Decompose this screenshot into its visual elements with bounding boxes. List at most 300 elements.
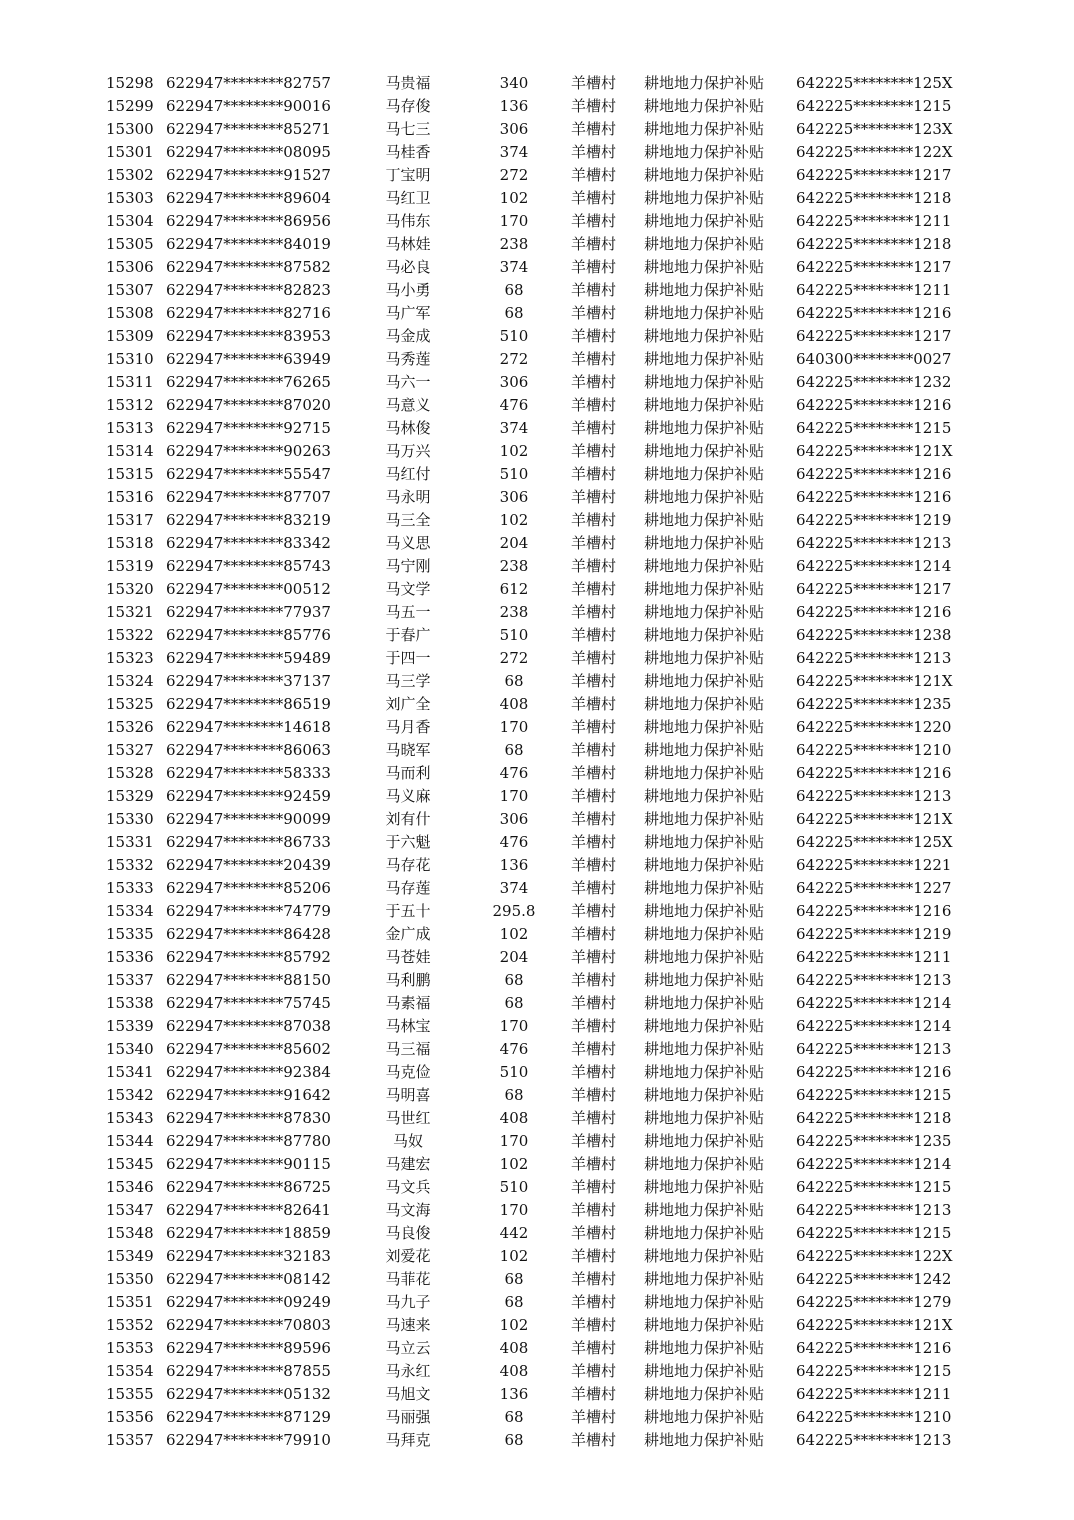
row-number: 15333 [106, 879, 154, 897]
account-number: 622947********89596 [166, 1339, 331, 1357]
table-row [0, 578, 1074, 601]
account-number: 622947********90263 [166, 442, 331, 460]
id-number: 642225********125X [796, 74, 953, 92]
account-number: 622947********85743 [166, 557, 331, 575]
subsidy-type: 耕地地力保护补贴 [644, 1385, 765, 1403]
table-row [0, 509, 1074, 532]
village: 羊槽村 [571, 1316, 617, 1334]
amount: 510 [499, 1178, 529, 1196]
subsidy-type: 耕地地力保护补贴 [644, 925, 765, 943]
person-name: 马宁刚 [385, 557, 431, 575]
row-number: 15299 [106, 97, 154, 115]
person-name: 丁宝明 [385, 166, 431, 184]
id-number: 642225********1216 [796, 396, 952, 414]
row-number: 15343 [106, 1109, 154, 1127]
table-row [0, 670, 1074, 693]
id-number: 642225********1215 [796, 1086, 952, 1104]
village: 羊槽村 [571, 649, 617, 667]
village: 羊槽村 [571, 603, 617, 621]
account-number: 622947********05132 [166, 1385, 331, 1403]
village: 羊槽村 [571, 810, 617, 828]
id-number: 642225********1210 [796, 741, 952, 759]
subsidy-type: 耕地地力保护补贴 [644, 1408, 765, 1426]
table-row [0, 486, 1074, 509]
person-name: 马速来 [385, 1316, 431, 1334]
account-number: 622947********84019 [166, 235, 331, 253]
subsidy-type: 耕地地力保护补贴 [644, 304, 765, 322]
village: 羊槽村 [571, 1431, 617, 1449]
person-name: 马良俊 [385, 1224, 431, 1242]
account-number: 622947********18859 [166, 1224, 331, 1242]
village: 羊槽村 [571, 488, 617, 506]
table-row [0, 1314, 1074, 1337]
person-name: 马存莲 [385, 879, 431, 897]
account-number: 622947********85776 [166, 626, 331, 644]
table-row [0, 164, 1074, 187]
account-number: 622947********90099 [166, 810, 331, 828]
row-number: 15348 [106, 1224, 154, 1242]
id-number: 642225********1235 [796, 1132, 952, 1150]
id-number: 642225********1211 [796, 1385, 952, 1403]
id-number: 642225********1214 [796, 557, 952, 575]
table-row [0, 1337, 1074, 1360]
account-number: 622947********87855 [166, 1362, 331, 1380]
subsidy-type: 耕地地力保护补贴 [644, 166, 765, 184]
id-number: 642225********1213 [796, 534, 952, 552]
amount: 204 [499, 534, 529, 552]
amount: 136 [499, 856, 529, 874]
amount: 340 [499, 74, 529, 92]
amount: 476 [499, 1040, 529, 1058]
person-name: 马小勇 [385, 281, 431, 299]
row-number: 15334 [106, 902, 154, 920]
id-number: 642225********1217 [796, 580, 952, 598]
table-row [0, 1291, 1074, 1314]
person-name: 于春广 [385, 626, 431, 644]
subsidy-type: 耕地地力保护补贴 [644, 672, 765, 690]
id-number: 642225********1213 [796, 1431, 952, 1449]
account-number: 622947********74779 [166, 902, 331, 920]
subsidy-type: 耕地地力保护补贴 [644, 603, 765, 621]
subsidy-type: 耕地地力保护补贴 [644, 1293, 765, 1311]
subsidy-type: 耕地地力保护补贴 [644, 948, 765, 966]
table-row [0, 601, 1074, 624]
id-number: 642225********1214 [796, 1155, 952, 1173]
id-number: 642225********1213 [796, 1201, 952, 1219]
village: 羊槽村 [571, 557, 617, 575]
id-number: 642225********1216 [796, 902, 952, 920]
row-number: 15316 [106, 488, 154, 506]
subsidy-type: 耕地地力保护补贴 [644, 1178, 765, 1196]
table-row [0, 256, 1074, 279]
account-number: 622947********92384 [166, 1063, 331, 1081]
person-name: 马秀莲 [385, 350, 431, 368]
id-number: 642225********1227 [796, 879, 952, 897]
subsidy-type: 耕地地力保护补贴 [644, 879, 765, 897]
account-number: 622947********77937 [166, 603, 331, 621]
amount: 295.8 [492, 902, 536, 920]
table-row [0, 1199, 1074, 1222]
account-number: 622947********83219 [166, 511, 331, 529]
subsidy-type: 耕地地力保护补贴 [644, 74, 765, 92]
subsidy-type: 耕地地力保护补贴 [644, 258, 765, 276]
id-number: 642225********1216 [796, 1339, 952, 1357]
table-row [0, 72, 1074, 95]
id-number: 642225********1238 [796, 626, 952, 644]
row-number: 15339 [106, 1017, 154, 1035]
person-name: 马永明 [385, 488, 431, 506]
account-number: 622947********09249 [166, 1293, 331, 1311]
village: 羊槽村 [571, 902, 617, 920]
id-number: 642225********1216 [796, 304, 952, 322]
subsidy-type: 耕地地力保护补贴 [644, 1040, 765, 1058]
subsidy-type: 耕地地力保护补贴 [644, 235, 765, 253]
id-number: 642225********1218 [796, 1109, 952, 1127]
subsidy-type: 耕地地力保护补贴 [644, 856, 765, 874]
id-number: 642225********1217 [796, 258, 952, 276]
account-number: 622947********14618 [166, 718, 331, 736]
village: 羊槽村 [571, 327, 617, 345]
table-row [0, 118, 1074, 141]
amount: 272 [499, 350, 529, 368]
person-name: 马三福 [385, 1040, 431, 1058]
person-name: 马丽强 [385, 1408, 431, 1426]
amount: 442 [499, 1224, 529, 1242]
row-number: 15332 [106, 856, 154, 874]
id-number: 642225********1211 [796, 212, 952, 230]
person-name: 马伟东 [385, 212, 431, 230]
account-number: 622947********00512 [166, 580, 331, 598]
row-number: 15335 [106, 925, 154, 943]
account-number: 622947********75745 [166, 994, 331, 1012]
person-name: 马晓军 [385, 741, 431, 759]
person-name: 马贵福 [385, 74, 431, 92]
amount: 136 [499, 1385, 529, 1403]
id-number: 642225********125X [796, 833, 953, 851]
id-number: 642225********1213 [796, 1040, 952, 1058]
amount: 68 [504, 971, 524, 989]
table-row [0, 877, 1074, 900]
row-number: 15341 [106, 1063, 154, 1081]
id-number: 642225********122X [796, 143, 953, 161]
id-number: 642225********1215 [796, 1362, 952, 1380]
account-number: 622947********79910 [166, 1431, 331, 1449]
amount: 238 [499, 603, 529, 621]
person-name: 马存花 [385, 856, 431, 874]
table-row [0, 279, 1074, 302]
subsidy-type: 耕地地力保护补贴 [644, 626, 765, 644]
village: 羊槽村 [571, 166, 617, 184]
id-number: 642225********1215 [796, 1224, 952, 1242]
subsidy-type: 耕地地力保护补贴 [644, 212, 765, 230]
village: 羊槽村 [571, 833, 617, 851]
amount: 170 [499, 1201, 529, 1219]
amount: 510 [499, 626, 529, 644]
table-row [0, 739, 1074, 762]
row-number: 15336 [106, 948, 154, 966]
subsidy-type: 耕地地力保护补贴 [644, 1201, 765, 1219]
person-name: 马奴 [392, 1132, 423, 1150]
table-row [0, 1153, 1074, 1176]
row-number: 15317 [106, 511, 154, 529]
row-number: 15326 [106, 718, 154, 736]
amount: 408 [499, 695, 529, 713]
subsidy-type: 耕地地力保护补贴 [644, 511, 765, 529]
table-row [0, 417, 1074, 440]
id-number: 642225********121X [796, 442, 953, 460]
subsidy-type: 耕地地力保护补贴 [644, 810, 765, 828]
amount: 68 [504, 304, 524, 322]
person-name: 马红付 [385, 465, 431, 483]
table-row [0, 969, 1074, 992]
person-name: 马世红 [385, 1109, 431, 1127]
row-number: 15337 [106, 971, 154, 989]
id-number: 642225********1219 [796, 925, 952, 943]
person-name: 马红卫 [385, 189, 431, 207]
id-number: 642225********1218 [796, 189, 952, 207]
subsidy-type: 耕地地力保护补贴 [644, 787, 765, 805]
village: 羊槽村 [571, 534, 617, 552]
row-number: 15355 [106, 1385, 154, 1403]
id-number: 642225********1232 [796, 373, 952, 391]
amount: 68 [504, 994, 524, 1012]
account-number: 622947********37137 [166, 672, 331, 690]
subsidy-type: 耕地地力保护补贴 [644, 1339, 765, 1357]
table-row [0, 854, 1074, 877]
village: 羊槽村 [571, 350, 617, 368]
id-number: 642225********1235 [796, 695, 952, 713]
table-row [0, 1107, 1074, 1130]
table-row [0, 808, 1074, 831]
account-number: 622947********92715 [166, 419, 331, 437]
account-number: 622947********89604 [166, 189, 331, 207]
subsidy-type: 耕地地力保护补贴 [644, 143, 765, 161]
subsidy-type: 耕地地力保护补贴 [644, 1086, 765, 1104]
amount: 136 [499, 97, 529, 115]
account-number: 622947********55547 [166, 465, 331, 483]
village: 羊槽村 [571, 212, 617, 230]
table-row [0, 900, 1074, 923]
row-number: 15305 [106, 235, 154, 253]
table-row [0, 1245, 1074, 1268]
subsidy-type: 耕地地力保护补贴 [644, 1063, 765, 1081]
subsidy-type: 耕地地力保护补贴 [644, 465, 765, 483]
account-number: 622947********86725 [166, 1178, 331, 1196]
village: 羊槽村 [571, 718, 617, 736]
person-name: 金广成 [385, 925, 431, 943]
subsidy-type: 耕地地力保护补贴 [644, 994, 765, 1012]
person-name: 马义麻 [385, 787, 431, 805]
amount: 68 [504, 672, 524, 690]
amount: 306 [499, 488, 529, 506]
subsidy-type: 耕地地力保护补贴 [644, 1109, 765, 1127]
table-row [0, 394, 1074, 417]
village: 羊槽村 [571, 741, 617, 759]
table-row [0, 762, 1074, 785]
amount: 476 [499, 833, 529, 851]
person-name: 刘广全 [385, 695, 431, 713]
amount: 408 [499, 1339, 529, 1357]
person-name: 马万兴 [385, 442, 431, 460]
row-number: 15356 [106, 1408, 154, 1426]
subsidy-type: 耕地地力保护补贴 [644, 902, 765, 920]
table-row [0, 1038, 1074, 1061]
row-number: 15318 [106, 534, 154, 552]
table-row [0, 1015, 1074, 1038]
account-number: 622947********87129 [166, 1408, 331, 1426]
row-number: 15342 [106, 1086, 154, 1104]
person-name: 于四一 [385, 649, 431, 667]
subsidy-type: 耕地地力保护补贴 [644, 327, 765, 345]
person-name: 马永红 [385, 1362, 431, 1380]
table-row [0, 348, 1074, 371]
table-row [0, 1383, 1074, 1406]
subsidy-type: 耕地地力保护补贴 [644, 1270, 765, 1288]
amount: 306 [499, 810, 529, 828]
account-number: 622947********90115 [166, 1155, 331, 1173]
person-name: 马九子 [385, 1293, 431, 1311]
id-number: 642225********121X [796, 810, 953, 828]
table-row [0, 716, 1074, 739]
subsidy-type: 耕地地力保护补贴 [644, 764, 765, 782]
subsidy-type: 耕地地力保护补贴 [644, 1316, 765, 1334]
table-row [0, 647, 1074, 670]
table-row [0, 1429, 1074, 1452]
village: 羊槽村 [571, 1408, 617, 1426]
subsidy-type: 耕地地力保护补贴 [644, 281, 765, 299]
table-row [0, 371, 1074, 394]
amount: 68 [504, 1293, 524, 1311]
person-name: 马存俊 [385, 97, 431, 115]
subsidy-type: 耕地地力保护补贴 [644, 718, 765, 736]
person-name: 于五十 [385, 902, 431, 920]
account-number: 622947********20439 [166, 856, 331, 874]
village: 羊槽村 [571, 1178, 617, 1196]
id-number: 642225********1213 [796, 971, 952, 989]
subsidy-type: 耕地地力保护补贴 [644, 1431, 765, 1449]
amount: 68 [504, 1408, 524, 1426]
amount: 306 [499, 373, 529, 391]
row-number: 15340 [106, 1040, 154, 1058]
person-name: 马三学 [385, 672, 431, 690]
person-name: 马明喜 [385, 1086, 431, 1104]
subsidy-type: 耕地地力保护补贴 [644, 1017, 765, 1035]
amount: 170 [499, 787, 529, 805]
table-row [0, 624, 1074, 647]
subsidy-type: 耕地地力保护补贴 [644, 373, 765, 391]
row-number: 15321 [106, 603, 154, 621]
table-row [0, 992, 1074, 1015]
person-name: 马必良 [385, 258, 431, 276]
id-number: 642225********1214 [796, 994, 952, 1012]
table-row [0, 1360, 1074, 1383]
account-number: 622947********87038 [166, 1017, 331, 1035]
row-number: 15312 [106, 396, 154, 414]
account-number: 622947********87707 [166, 488, 331, 506]
id-number: 642225********1216 [796, 1063, 952, 1081]
table-row [0, 555, 1074, 578]
subsidy-type: 耕地地力保护补贴 [644, 833, 765, 851]
village: 羊槽村 [571, 1293, 617, 1311]
account-number: 622947********82641 [166, 1201, 331, 1219]
amount: 68 [504, 741, 524, 759]
row-number: 15329 [106, 787, 154, 805]
account-number: 622947********83342 [166, 534, 331, 552]
village: 羊槽村 [571, 971, 617, 989]
amount: 68 [504, 1270, 524, 1288]
village: 羊槽村 [571, 1247, 617, 1265]
village: 羊槽村 [571, 1339, 617, 1357]
account-number: 622947********86733 [166, 833, 331, 851]
amount: 170 [499, 1132, 529, 1150]
id-number: 642225********1216 [796, 764, 952, 782]
amount: 476 [499, 764, 529, 782]
account-number: 622947********87830 [166, 1109, 331, 1127]
id-number: 642225********123X [796, 120, 953, 138]
person-name: 马建宏 [385, 1155, 431, 1173]
village: 羊槽村 [571, 1132, 617, 1150]
amount: 238 [499, 235, 529, 253]
amount: 476 [499, 396, 529, 414]
table-row [0, 325, 1074, 348]
account-number: 622947********86428 [166, 925, 331, 943]
person-name: 马拜克 [385, 1431, 431, 1449]
row-number: 15345 [106, 1155, 154, 1173]
person-name: 马七三 [385, 120, 431, 138]
account-number: 622947********32183 [166, 1247, 331, 1265]
account-number: 622947********63949 [166, 350, 331, 368]
subsidy-type: 耕地地力保护补贴 [644, 419, 765, 437]
row-number: 15319 [106, 557, 154, 575]
account-number: 622947********85602 [166, 1040, 331, 1058]
row-number: 15347 [106, 1201, 154, 1219]
row-number: 15300 [106, 120, 154, 138]
row-number: 15352 [106, 1316, 154, 1334]
row-number: 15328 [106, 764, 154, 782]
amount: 238 [499, 557, 529, 575]
table-row [0, 923, 1074, 946]
village: 羊槽村 [571, 304, 617, 322]
table-row [0, 233, 1074, 256]
row-number: 15315 [106, 465, 154, 483]
account-number: 622947********87780 [166, 1132, 331, 1150]
amount: 408 [499, 1362, 529, 1380]
row-number: 15302 [106, 166, 154, 184]
account-number: 622947********86956 [166, 212, 331, 230]
subsidy-type: 耕地地力保护补贴 [644, 1247, 765, 1265]
table-row [0, 831, 1074, 854]
table-row [0, 95, 1074, 118]
village: 羊槽村 [571, 626, 617, 644]
table-row [0, 1061, 1074, 1084]
subsidy-type: 耕地地力保护补贴 [644, 350, 765, 368]
account-number: 622947********91642 [166, 1086, 331, 1104]
row-number: 15304 [106, 212, 154, 230]
village: 羊槽村 [571, 442, 617, 460]
row-number: 15301 [106, 143, 154, 161]
subsidy-type: 耕地地力保护补贴 [644, 442, 765, 460]
id-number: 642225********1221 [796, 856, 952, 874]
village: 羊槽村 [571, 1155, 617, 1173]
amount: 102 [499, 442, 529, 460]
village: 羊槽村 [571, 856, 617, 874]
id-number: 642225********1217 [796, 166, 952, 184]
subsidy-type: 耕地地力保护补贴 [644, 534, 765, 552]
account-number: 622947********85271 [166, 120, 331, 138]
amount: 272 [499, 649, 529, 667]
id-number: 642225********1213 [796, 649, 952, 667]
account-number: 622947********91527 [166, 166, 331, 184]
